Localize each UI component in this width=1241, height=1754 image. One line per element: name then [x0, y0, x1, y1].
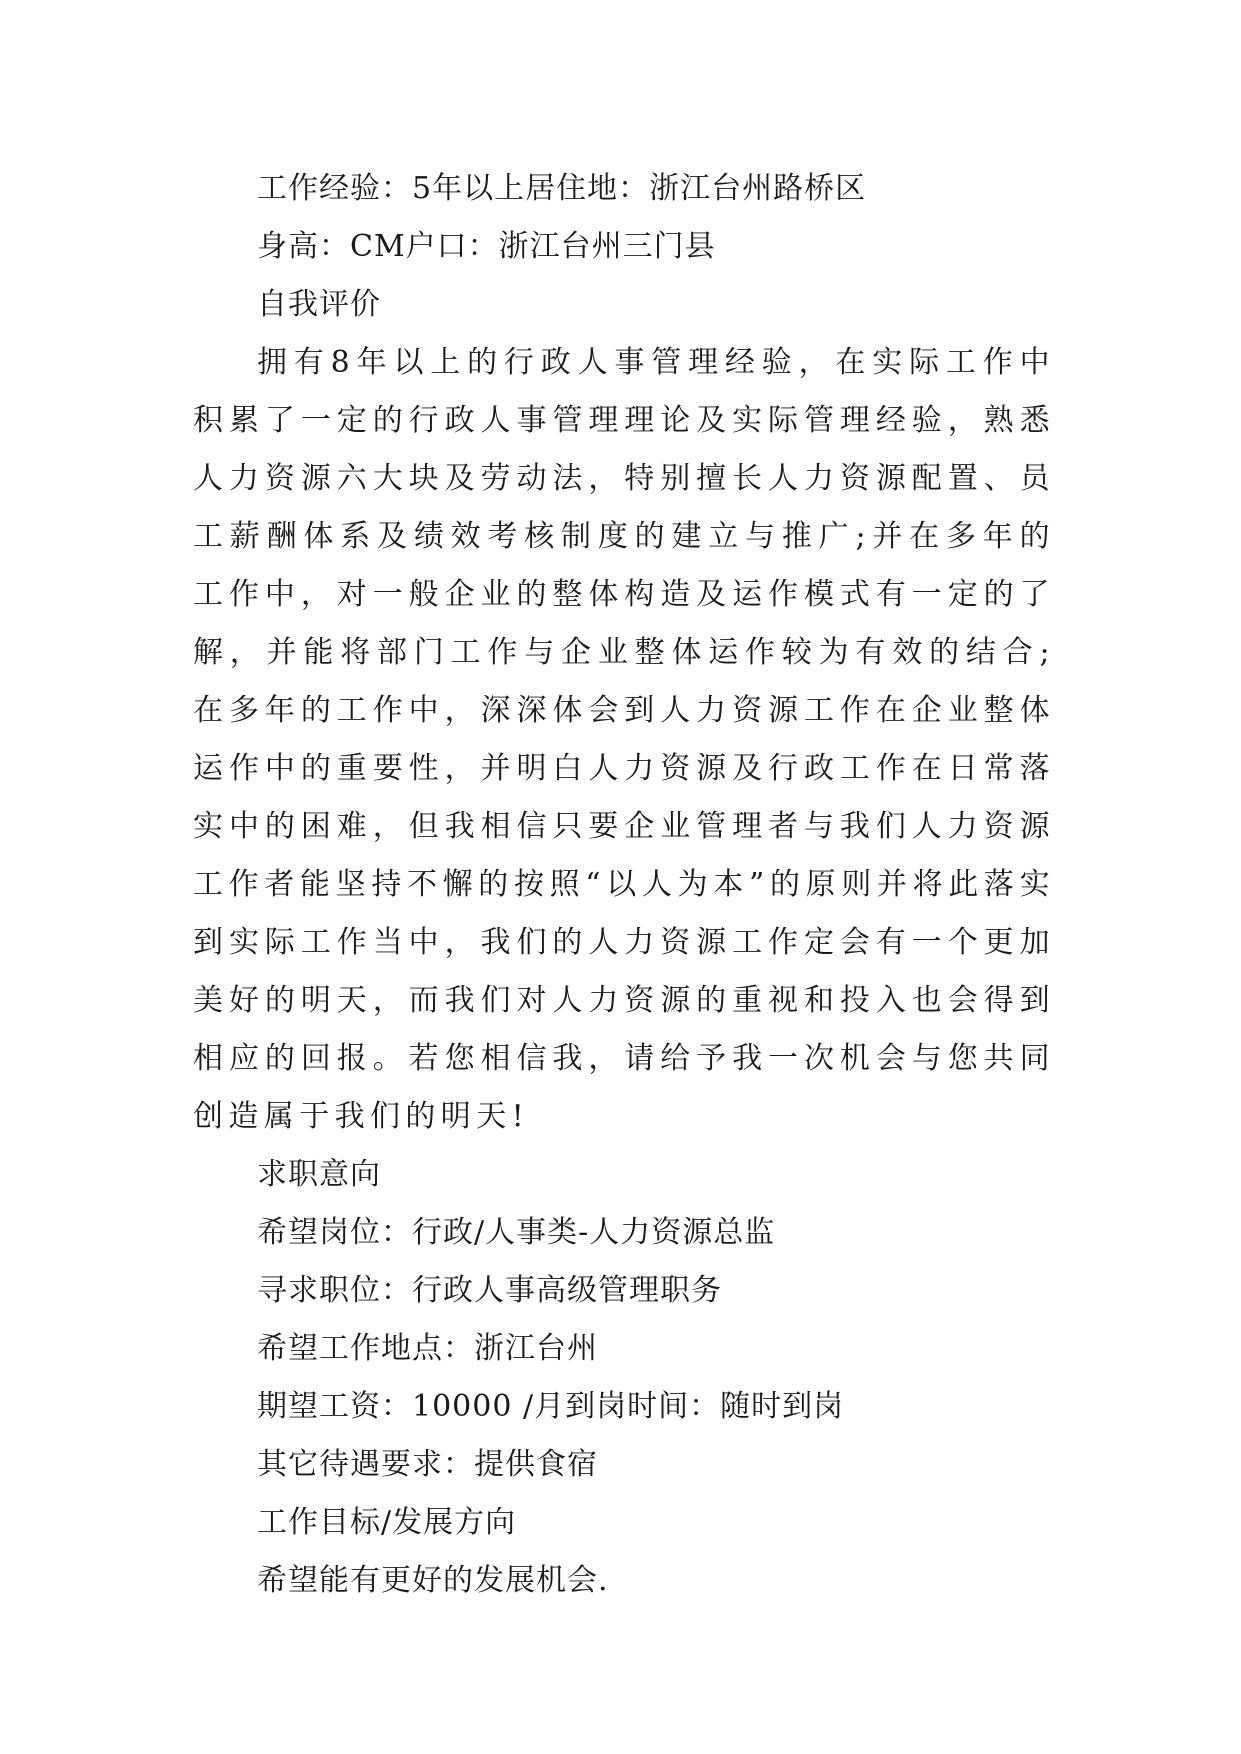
- resume-content: [193, 160, 1055, 1610]
- job-intention-heading: 求职意向: [257, 1157, 381, 1192]
- goals-text: 希望能有更好的发展机会.: [257, 1563, 609, 1598]
- salary-availability-line: 期望工资：10000 /月到岗时间：随时到岗: [257, 1389, 845, 1424]
- self-evaluation-text: 拥有8年以上的行政人事管理经验，在实际工作中积累了一定的行政人事管理理论及实际管理经验，熟悉人力资源六大块及劳动法，特别擅长人力资源配置、员工薪酬体系及绩效考核制度的建立与推广;并在多年的工作中，对一般企业的整体构造及运作模式有一定的了解，并能将部门工作与企业整体运作较为有效的结合;在多年的工作中，深深体会到人力资源工作在企业整体运作中的重要性，并明白人力资源及行政工作在日常落实中的困难，但我相信只要企业管理者与我们人力资源工作者能坚持不懈的按照“以人为本”的原则并将此落实到实际工作当中，我们的人力资源工作定会有一个更加美好的明天，而我们对人力资源的重视和投入也会得到相应的回报。若您相信我，请给予我一次机会与您共同创造属于我们的明天!: [193, 345, 1055, 1134]
- experience-residence-line: 工作经验：5年以上居住地：浙江台州路桥区: [257, 171, 867, 206]
- self-evaluation-heading: 自我评价: [257, 287, 381, 322]
- goals-heading: 工作目标/发展方向: [257, 1505, 517, 1540]
- desired-position-line: 希望岗位：行政/人事类-人力资源总监: [257, 1215, 776, 1250]
- other-requirements-line: 其它待遇要求：提供食宿: [257, 1447, 598, 1482]
- height-hukou-line: 身高：CM户口：浙江台州三门县: [257, 229, 716, 264]
- seeking-position-line: 寻求职位：行政人事高级管理职务: [257, 1273, 722, 1308]
- work-location-line: 希望工作地点：浙江台州: [257, 1331, 598, 1366]
